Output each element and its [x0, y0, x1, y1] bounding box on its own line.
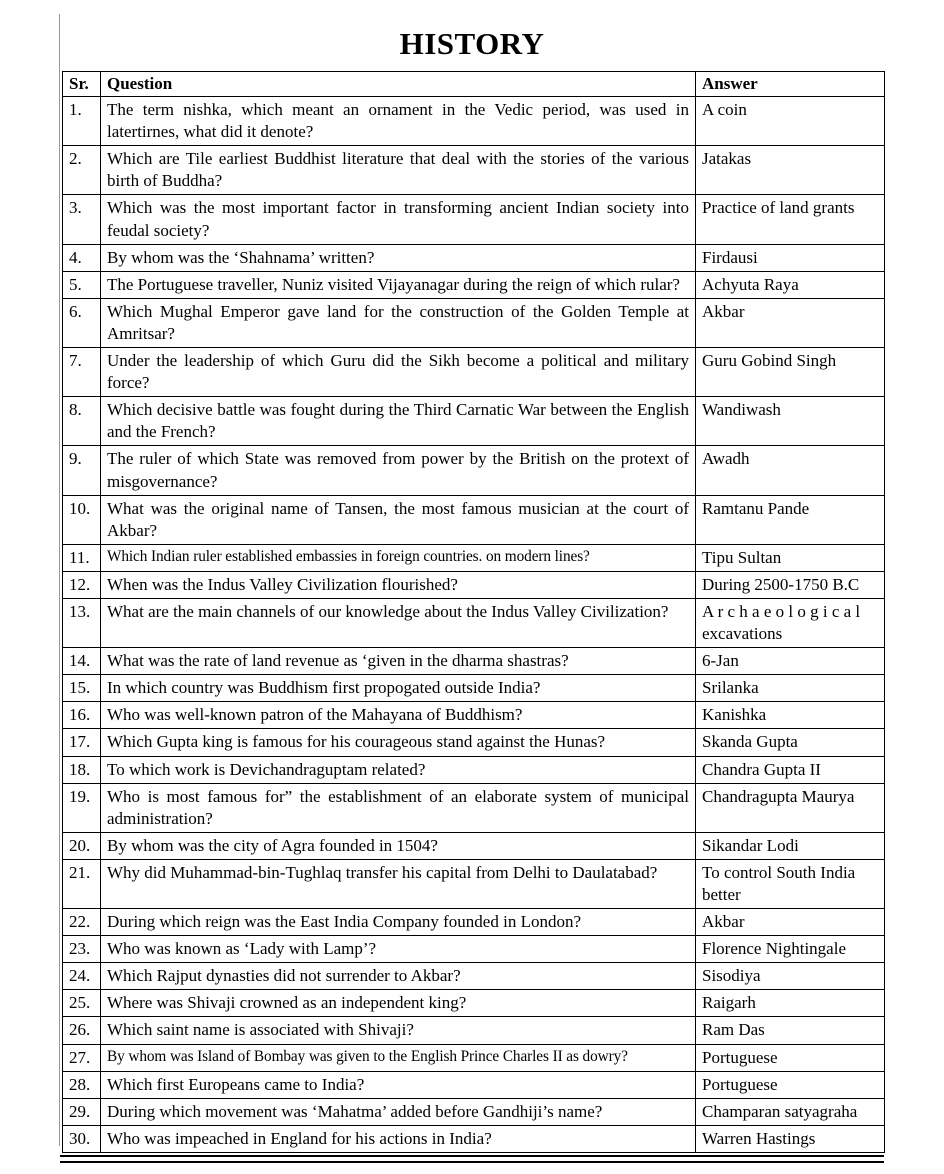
- table-row: [63, 675, 885, 702]
- table-row: [63, 571, 885, 598]
- question-cell: Which first Europeans came to India?: [101, 1071, 696, 1098]
- table-row: [63, 702, 885, 729]
- answer-cell: Skanda Gupta: [696, 729, 885, 756]
- sr-cell: 11.: [63, 544, 101, 571]
- answer-cell: Achyuta Raya: [696, 271, 885, 298]
- answer-cell: Chandragupta Maurya: [696, 783, 885, 832]
- sr-cell: 30.: [63, 1125, 101, 1152]
- sr-cell: 29.: [63, 1098, 101, 1125]
- answer-cell: A r c h a e o l o g i c a l excavations: [696, 598, 885, 647]
- table-row: [63, 756, 885, 783]
- question-cell: During which reign was the East India Company founded in London?: [101, 909, 696, 936]
- table-row: [63, 146, 885, 195]
- question-cell: Where was Shivaji crowned as an independent king?: [101, 990, 696, 1017]
- table-row: [63, 1017, 885, 1044]
- header-answer: Answer: [696, 72, 885, 97]
- answer-cell: Ram Das: [696, 1017, 885, 1044]
- question-cell: During which movement was ‘Mahatma’ added before Gandhiji’s name?: [101, 1098, 696, 1125]
- header-sr: Sr.: [63, 72, 101, 97]
- answer-cell: Ramtanu Pande: [696, 495, 885, 544]
- sr-cell: 1.: [63, 97, 101, 146]
- answer-cell: Chandra Gupta II: [696, 756, 885, 783]
- sr-cell: 23.: [63, 936, 101, 963]
- answer-cell: Srilanka: [696, 675, 885, 702]
- table-row: [63, 1044, 885, 1071]
- table-row: [63, 859, 885, 908]
- answer-cell: Wandiwash: [696, 397, 885, 446]
- question-cell: Who was impeached in England for his actions in India?: [101, 1125, 696, 1152]
- question-cell: What are the main channels of our knowledge about the Indus Valley Civilization?: [101, 598, 696, 647]
- table-row: [63, 729, 885, 756]
- answer-cell: Florence Nightingale: [696, 936, 885, 963]
- table-row: [63, 598, 885, 647]
- header-question: Question: [101, 72, 696, 97]
- answer-cell: A coin: [696, 97, 885, 146]
- page-title: HISTORY: [399, 26, 545, 61]
- question-cell: Which Gupta king is famous for his courageous stand against the Hunas?: [101, 729, 696, 756]
- sr-cell: 10.: [63, 495, 101, 544]
- answer-cell: Kanishka: [696, 702, 885, 729]
- answer-cell: Jatakas: [696, 146, 885, 195]
- question-cell: Under the leadership of which Guru did the Sikh become a political and military force?: [101, 348, 696, 397]
- question-cell: Which are Tile earliest Buddhist literature that deal with the stories of the various birth of Buddha?: [101, 146, 696, 195]
- question-cell: Which decisive battle was fought during the Third Carnatic War between the English and the French?: [101, 397, 696, 446]
- table-row: [63, 832, 885, 859]
- sr-cell: 27.: [63, 1044, 101, 1071]
- history-qa-table: [62, 71, 885, 1153]
- table-header-row: [63, 72, 885, 97]
- answer-cell: Guru Gobind Singh: [696, 348, 885, 397]
- table-row: [63, 271, 885, 298]
- question-cell: By whom was Island of Bombay was given to the English Prince Charles II as dowry?: [101, 1044, 696, 1071]
- question-cell: What was the rate of land revenue as ‘given in the dharma shastras?: [101, 648, 696, 675]
- answer-cell: Akbar: [696, 909, 885, 936]
- page-margin-line: [59, 14, 60, 1146]
- answer-cell: To control South India better: [696, 859, 885, 908]
- table-row: [63, 195, 885, 244]
- table-row: [63, 97, 885, 146]
- question-cell: The term nishka, which meant an ornament in the Vedic period, was used in latertirnes, what did it denote?: [101, 97, 696, 146]
- question-cell: By whom was the ‘Shahnama’ written?: [101, 244, 696, 271]
- table-row: [63, 963, 885, 990]
- sr-cell: 20.: [63, 832, 101, 859]
- question-cell: Why did Muhammad-bin-Tughlaq transfer his capital from Delhi to Daulatabad?: [101, 859, 696, 908]
- question-cell: Which Indian ruler established embassies in foreign countries. on modern lines?: [101, 544, 696, 571]
- question-cell: When was the Indus Valley Civilization flourished?: [101, 571, 696, 598]
- table-row: [63, 495, 885, 544]
- sr-cell: 25.: [63, 990, 101, 1017]
- question-cell: Which saint name is associated with Shivaji?: [101, 1017, 696, 1044]
- sr-cell: 12.: [63, 571, 101, 598]
- table-row: [63, 936, 885, 963]
- table-row: [63, 397, 885, 446]
- question-cell: Which Mughal Emperor gave land for the construction of the Golden Temple at Amritsar?: [101, 298, 696, 347]
- sr-cell: 17.: [63, 729, 101, 756]
- answer-cell: During 2500-1750 B.C: [696, 571, 885, 598]
- answer-cell: Sisodiya: [696, 963, 885, 990]
- question-cell: Which Rajput dynasties did not surrender to Akbar?: [101, 963, 696, 990]
- answer-cell: Champaran satyagraha: [696, 1098, 885, 1125]
- sr-cell: 4.: [63, 244, 101, 271]
- answer-cell: Portuguese: [696, 1044, 885, 1071]
- table-row: [63, 446, 885, 495]
- answer-cell: Raigarh: [696, 990, 885, 1017]
- table-body: [63, 97, 885, 1153]
- question-cell: Who is most famous for” the establishment of an elaborate system of municipal administration?: [101, 783, 696, 832]
- table-row: [63, 909, 885, 936]
- sr-cell: 22.: [63, 909, 101, 936]
- answer-cell: Portuguese: [696, 1071, 885, 1098]
- sr-cell: 16.: [63, 702, 101, 729]
- sr-cell: 8.: [63, 397, 101, 446]
- question-cell: What was the original name of Tansen, the most famous musician at the court of Akbar?: [101, 495, 696, 544]
- table-row: [63, 1125, 885, 1152]
- answer-cell: Awadh: [696, 446, 885, 495]
- answer-cell: Tipu Sultan: [696, 544, 885, 571]
- sr-cell: 3.: [63, 195, 101, 244]
- sr-cell: 28.: [63, 1071, 101, 1098]
- table-row: [63, 648, 885, 675]
- question-cell: In which country was Buddhism first propogated outside India?: [101, 675, 696, 702]
- answer-cell: 6-Jan: [696, 648, 885, 675]
- table-row: [63, 348, 885, 397]
- sr-cell: 15.: [63, 675, 101, 702]
- answer-cell: Akbar: [696, 298, 885, 347]
- table-row: [63, 244, 885, 271]
- sr-cell: 2.: [63, 146, 101, 195]
- question-cell: The Portuguese traveller, Nuniz visited Vijayanagar during the reign of which rular?: [101, 271, 696, 298]
- table-row: [63, 544, 885, 571]
- sr-cell: 6.: [63, 298, 101, 347]
- question-cell: Which was the most important factor in transforming ancient Indian society into feudal society?: [101, 195, 696, 244]
- sr-cell: 13.: [63, 598, 101, 647]
- question-cell: Who was well-known patron of the Mahayana of Buddhism?: [101, 702, 696, 729]
- sr-cell: 21.: [63, 859, 101, 908]
- sr-cell: 24.: [63, 963, 101, 990]
- table-row: [63, 1098, 885, 1125]
- question-cell: The ruler of which State was removed from power by the British on the protext of misgovernance?: [101, 446, 696, 495]
- table-row: [63, 298, 885, 347]
- answer-cell: Warren Hastings: [696, 1125, 885, 1152]
- question-cell: By whom was the city of Agra founded in 1504?: [101, 832, 696, 859]
- question-cell: Who was known as ‘Lady with Lamp’?: [101, 936, 696, 963]
- sr-cell: 7.: [63, 348, 101, 397]
- sr-cell: 26.: [63, 1017, 101, 1044]
- question-cell: To which work is Devichandraguptam related?: [101, 756, 696, 783]
- table-row: [63, 783, 885, 832]
- sr-cell: 14.: [63, 648, 101, 675]
- answer-cell: Practice of land grants: [696, 195, 885, 244]
- answer-cell: Firdausi: [696, 244, 885, 271]
- table-row: [63, 1071, 885, 1098]
- sr-cell: 18.: [63, 756, 101, 783]
- bottom-double-rule: [60, 1155, 884, 1163]
- sr-cell: 19.: [63, 783, 101, 832]
- sr-cell: 9.: [63, 446, 101, 495]
- table-row: [63, 990, 885, 1017]
- sr-cell: 5.: [63, 271, 101, 298]
- answer-cell: Sikandar Lodi: [696, 832, 885, 859]
